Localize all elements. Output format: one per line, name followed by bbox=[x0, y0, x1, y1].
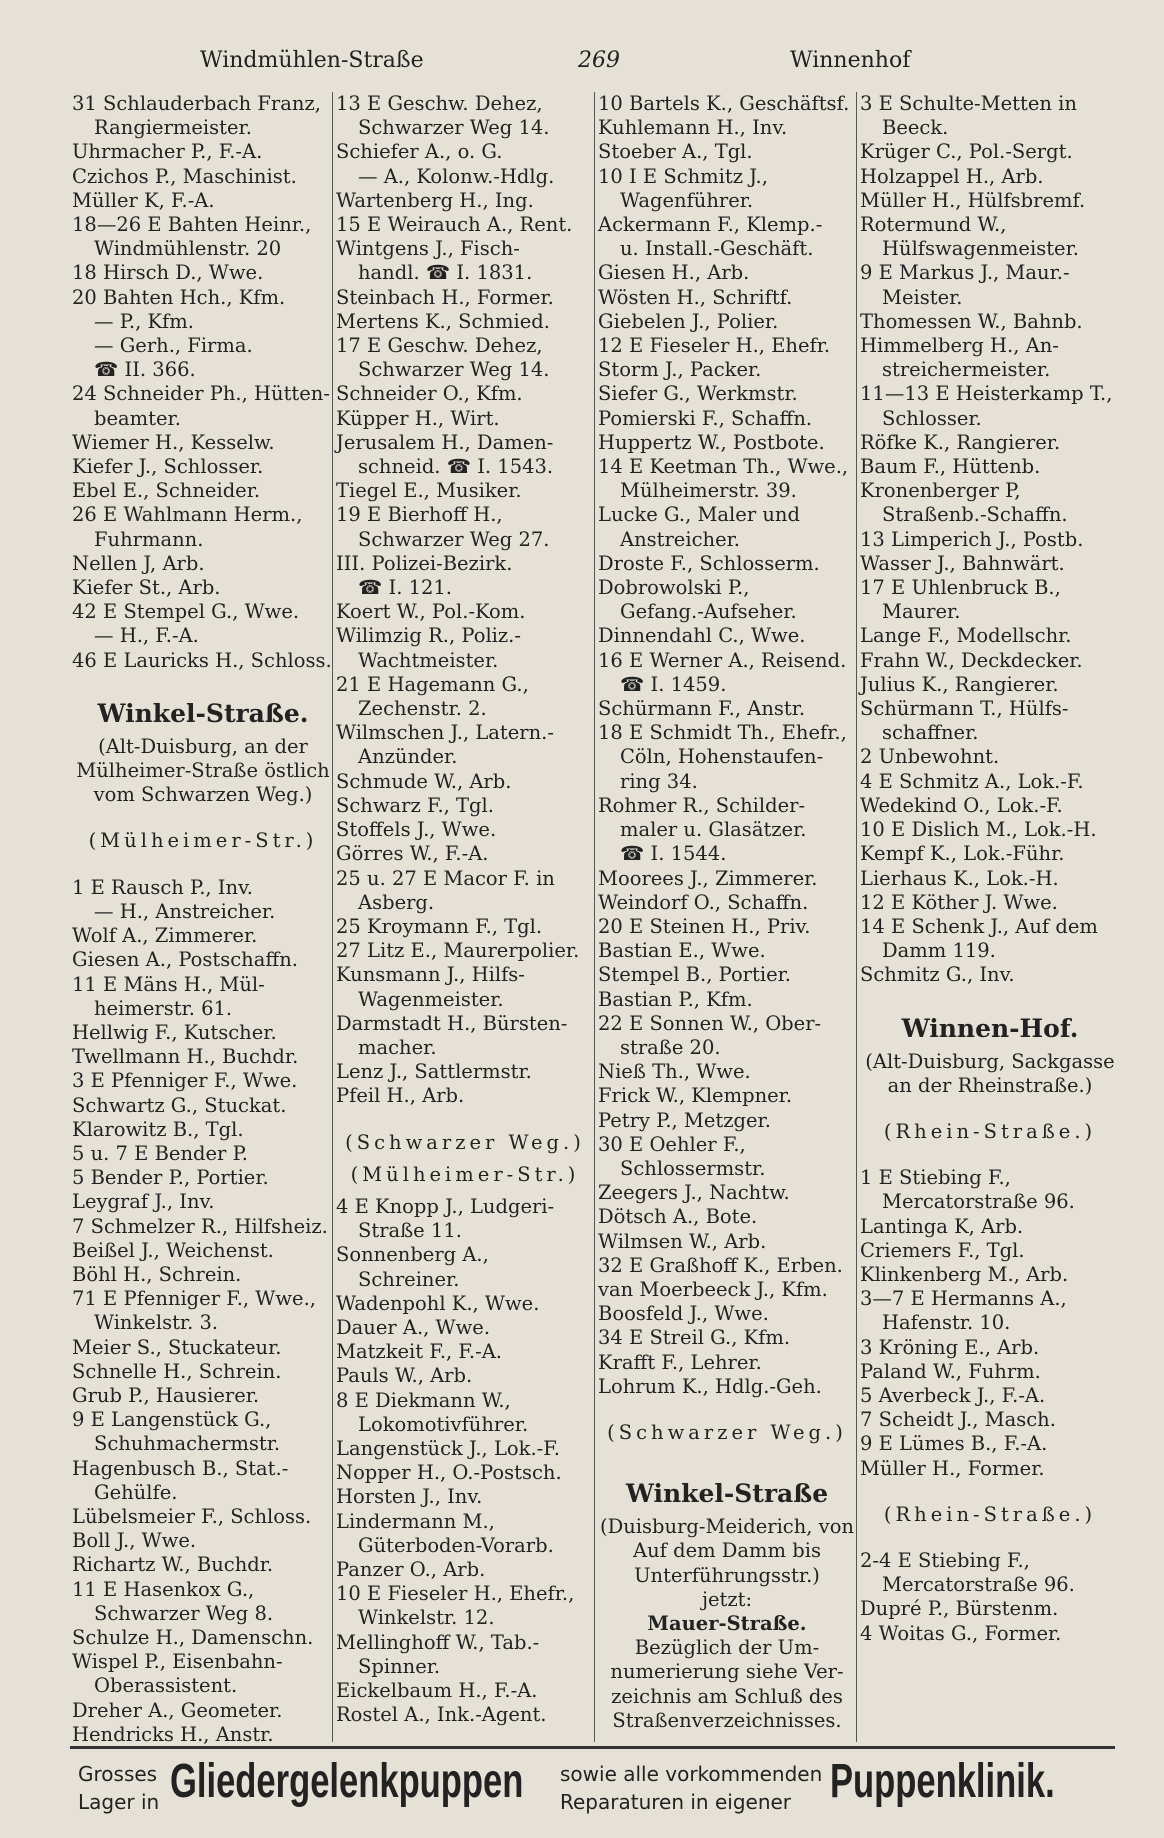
entry-line: Kiefer J., Schlosser. bbox=[72, 455, 264, 479]
section-note: an der Rheinstraße.) bbox=[887, 1073, 1093, 1097]
entry-line: Dobrowolski P., bbox=[598, 576, 750, 600]
entry-line: Krafft F., Lehrer. bbox=[598, 1350, 762, 1374]
entry-line: 1 E Stiebing F., bbox=[860, 1166, 1011, 1190]
entry-line: Schmude W., Arb. bbox=[336, 769, 512, 793]
page-header bbox=[0, 48, 1164, 88]
entry-line: Siefer G., Werkmstr. bbox=[598, 382, 798, 406]
entry-line: Wadenpohl K., Wwe. bbox=[336, 1291, 540, 1315]
entry-line: Czichos P., Maschinist. bbox=[72, 164, 297, 188]
entry-line: Lokomotivführer. bbox=[358, 1412, 529, 1436]
entry-line: Lohrum K., Hdlg.-Geh. bbox=[598, 1374, 822, 1398]
entry-line: Dötsch A., Bote. bbox=[598, 1205, 758, 1229]
entry-line: van Moerbeeck J., Kfm. bbox=[598, 1277, 828, 1301]
entry-line: Giesen A., Postschaffn. bbox=[72, 948, 298, 972]
entry-line: Meister. bbox=[882, 285, 963, 309]
entry-line: Kempf K., Lok.-Führ. bbox=[860, 842, 1065, 866]
section-note: numerierung siehe Ver- bbox=[610, 1660, 844, 1684]
section-note: Bezüglich der Um- bbox=[634, 1636, 820, 1660]
entry-line: 17 E Geschw. Dehez, bbox=[336, 334, 543, 358]
entry-line: Dauer A., Wwe. bbox=[336, 1315, 491, 1339]
entry-line: Krüger C., Pol.-Sergt. bbox=[860, 140, 1073, 164]
entry-line: 20 Bahten Hch., Kfm. bbox=[72, 285, 286, 309]
entry-line: Schlossermstr. bbox=[620, 1156, 766, 1180]
entry-line: Wartenberg H., Ing. bbox=[336, 188, 534, 212]
column-3 bbox=[598, 92, 856, 1733]
entry-line: 14 E Schenk J., Auf dem bbox=[860, 914, 1098, 938]
entry-line: Damm 119. bbox=[882, 939, 996, 963]
entry-line: Frick W., Klempner. bbox=[598, 1084, 793, 1108]
entry-line: 4 Woitas G., Former. bbox=[860, 1621, 1062, 1645]
entry-line: Güterboden-Vorarb. bbox=[358, 1533, 554, 1557]
entry-line: Straßenb.-Schaffn. bbox=[882, 503, 1068, 527]
entry-line: Schürmann F., Anstr. bbox=[598, 697, 806, 721]
entry-line: Lindermann M., bbox=[336, 1509, 495, 1533]
entry-line: Pfeil H., Arb. bbox=[336, 1084, 465, 1108]
entry-line: ☎ II. 366. bbox=[94, 358, 196, 382]
entry-line: Gefang.-Aufseher. bbox=[620, 600, 797, 624]
entry-line: 12 E Köther J. Wwe. bbox=[860, 890, 1058, 914]
entry-line: Klarowitz B., Tgl. bbox=[72, 1117, 244, 1141]
entry-line: Uhrmacher P., F.-A. bbox=[72, 140, 263, 164]
entry-line: Schulze H., Damenschn. bbox=[72, 1625, 314, 1649]
entry-line: 46 E Lauricks H., Schloss. bbox=[72, 648, 332, 672]
entry-line: 32 E Graßhoff K., Erben. bbox=[598, 1253, 843, 1277]
entry-line: 3—7 E Hermanns A., bbox=[860, 1287, 1067, 1311]
entry-line: Sonnenberg A., bbox=[336, 1243, 489, 1267]
entry-line: Grub P., Hausierer. bbox=[72, 1383, 260, 1407]
entry-line: Beeck. bbox=[882, 116, 949, 140]
entry-line: Kiefer St., Arb. bbox=[72, 576, 221, 600]
entry-line: Hellwig F., Kutscher. bbox=[72, 1020, 277, 1044]
entry-line: Petry P., Metzger. bbox=[598, 1108, 771, 1132]
entry-line: 7 Scheidt J., Masch. bbox=[860, 1408, 1056, 1432]
entry-line: Gehülfe. bbox=[94, 1480, 178, 1504]
entry-line: Lucke G., Maler und bbox=[598, 503, 800, 527]
entry-line: Giebelen J., Polier. bbox=[598, 309, 779, 333]
entry-line: Matzkeit F., F.-A. bbox=[336, 1340, 502, 1364]
entry-line: 71 E Pfenniger F., Wwe., bbox=[72, 1287, 316, 1311]
entry-line: 31 Schlauderbach Franz, bbox=[72, 92, 321, 115]
entry-line: Lange F., Modellschr. bbox=[860, 624, 1072, 648]
entry-line: 12 E Fieseler H., Ehefr. bbox=[598, 334, 831, 358]
ad-left-small: Grosses Lager in bbox=[78, 1762, 160, 1814]
entry-line: Wispel P., Eisenbahn- bbox=[72, 1650, 283, 1674]
entry-line: Schlosser. bbox=[882, 406, 982, 430]
entry-line: 19 E Bierhoff H., bbox=[336, 503, 503, 527]
entry-line: 10 I E Schmitz J., bbox=[598, 164, 768, 188]
section-note: Mülheimer-Straße östlich bbox=[76, 759, 330, 783]
entry-line: Lübelsmeier F., Schloss. bbox=[72, 1504, 312, 1528]
entry-line: Schnelle H., Schrein. bbox=[72, 1359, 282, 1383]
entry-line: Schwarz F., Tgl. bbox=[336, 793, 494, 817]
entry-line: Twellmann H., Buchdr. bbox=[72, 1045, 299, 1069]
entry-line: Paland W., Fuhrm. bbox=[860, 1359, 1041, 1383]
entry-line: Storm J., Packer. bbox=[598, 358, 762, 382]
entry-line: 18 Hirsch D., Wwe. bbox=[72, 261, 264, 285]
entry-line: Wilmsen W., Arb. bbox=[598, 1229, 767, 1253]
entry-line: 10 Bartels K., Geschäftsf. bbox=[598, 92, 850, 115]
entry-line: Schwarzer Weg 14. bbox=[358, 116, 550, 140]
entry-line: Lantinga K, Arb. bbox=[860, 1214, 1024, 1238]
entry-line: Anzünder. bbox=[358, 745, 458, 769]
entry-line: Rohmer R., Schilder- bbox=[598, 793, 806, 817]
entry-line: Moorees J., Zimmerer. bbox=[598, 866, 818, 890]
header-left: Windmühlen-Straße bbox=[200, 48, 424, 73]
entry-line: Wilimzig R., Poliz.- bbox=[336, 624, 521, 648]
entry-line: 26 E Wahlmann Herm., bbox=[72, 503, 303, 527]
cross-street: (Schwarzer Weg.) bbox=[345, 1130, 585, 1154]
entry-line: Zeegers J., Nachtw. bbox=[598, 1181, 790, 1205]
entry-line: 15 E Weirauch A., Rent. bbox=[336, 213, 573, 237]
spacer bbox=[860, 1098, 1120, 1112]
section-note: (Duisburg-Meiderich, von bbox=[600, 1515, 854, 1539]
entry-line: Müller H., Former. bbox=[860, 1456, 1045, 1480]
entry-line: Winkelstr. 3. bbox=[94, 1311, 219, 1335]
entry-line: schaffner. bbox=[882, 721, 979, 745]
entry-line: macher. bbox=[358, 1035, 437, 1059]
entry-line: Kuhlemann H., Inv. bbox=[598, 116, 788, 140]
ad-left-big: Gliedergelenkpuppen bbox=[170, 1755, 524, 1808]
entry-line: 11 E Mäns H., Mül- bbox=[72, 972, 265, 996]
entry-line: Rangiermeister. bbox=[94, 116, 252, 140]
entry-line: 9 E Langenstück G., bbox=[72, 1408, 272, 1432]
spacer bbox=[860, 1535, 1120, 1549]
spacer bbox=[598, 1453, 856, 1467]
entry-line: Wagenführer. bbox=[620, 188, 754, 212]
entry-line: 13 Limperich J., Postb. bbox=[860, 527, 1084, 551]
entry-line: Horsten J., Inv. bbox=[336, 1485, 483, 1509]
entry-line: Görres W., F.-A. bbox=[336, 842, 489, 866]
entry-line: Stoeber A., Tgl. bbox=[598, 140, 753, 164]
entry-line: Hendricks H., Anstr. bbox=[72, 1722, 274, 1746]
entry-line: Richartz W., Buchdr. bbox=[72, 1553, 274, 1577]
entry-line: Spinner. bbox=[358, 1654, 441, 1678]
entry-line: Wilmschen J., Latern.- bbox=[336, 721, 554, 745]
section-heading: Winkel-Straße. bbox=[97, 698, 309, 728]
entry-line: Weindorf O., Schaffn. bbox=[598, 890, 809, 914]
entry-line: 5 u. 7 E Bender P. bbox=[72, 1141, 248, 1165]
entry-line: Oberassistent. bbox=[94, 1674, 238, 1698]
entry-line: Criemers F., Tgl. bbox=[860, 1238, 1025, 1262]
entry-line: Zechenstr. 2. bbox=[358, 697, 487, 721]
entry-line: 10 E Fieseler H., Ehefr., bbox=[336, 1582, 575, 1606]
entry-line: Boosfeld J., Wwe. bbox=[598, 1302, 769, 1326]
ad-divider bbox=[70, 1746, 1115, 1749]
spacer bbox=[72, 807, 334, 821]
entry-line: maler u. Glasätzer. bbox=[620, 818, 807, 842]
entry-line: Mertens K., Schmied. bbox=[336, 309, 550, 333]
entry-line: — H., F.-A. bbox=[94, 624, 199, 648]
column-1 bbox=[72, 92, 334, 1747]
entry-line: 25 Kroymann F., Tgl. bbox=[336, 914, 543, 938]
section-note: jetzt: bbox=[701, 1587, 753, 1611]
entry-line: Dinnendahl C., Wwe. bbox=[598, 624, 806, 648]
entry-line: Anstreicher. bbox=[620, 527, 740, 551]
entry-line: 3 E Pfenniger F., Wwe. bbox=[72, 1069, 298, 1093]
entry-line: Wiemer H., Kesselw. bbox=[72, 430, 275, 454]
entry-line: 1 E Rausch P., Inv. bbox=[72, 875, 253, 899]
entry-line: III. Polizei-Bezirk. bbox=[336, 551, 513, 575]
entry-line: heimerstr. 61. bbox=[94, 996, 233, 1020]
entry-line: 9 E Markus J., Maur.- bbox=[860, 261, 1070, 285]
entry-line: Röfke K., Rangierer. bbox=[860, 430, 1061, 454]
entry-line: 25 u. 27 E Macor F. in bbox=[336, 866, 555, 890]
section-note: Auf dem Damm bis bbox=[633, 1539, 821, 1563]
entry-line: 21 E Hagemann G., bbox=[336, 672, 529, 696]
spacer bbox=[336, 1109, 594, 1123]
spacer bbox=[860, 988, 1120, 1002]
entry-line: Meier S., Stuckateur. bbox=[72, 1335, 282, 1359]
entry-line: Bastian E., Wwe. bbox=[598, 939, 766, 963]
entry-line: Boll J., Wwe. bbox=[72, 1529, 197, 1553]
entry-line: Stempel B., Portier. bbox=[598, 963, 791, 987]
advertisement bbox=[70, 1754, 1115, 1824]
cross-street: (Rhein-Straße.) bbox=[883, 1502, 1097, 1526]
entry-line: Windmühlenstr. 20 bbox=[94, 237, 282, 261]
entry-line: Koert W., Pol.-Kom. bbox=[336, 600, 526, 624]
entry-line: Steinbach H., Former. bbox=[336, 285, 554, 309]
entry-line: Giesen H., Arb. bbox=[598, 261, 750, 285]
entry-line: Wintgens J., Fisch- bbox=[336, 237, 520, 261]
renamed-street: Mauer-Straße. bbox=[647, 1611, 807, 1635]
entry-line: Wasser J., Bahnwärt. bbox=[860, 551, 1065, 575]
entry-line: 14 E Keetman Th., Wwe., bbox=[598, 455, 849, 479]
ad-right-big: Puppenklinik. bbox=[830, 1755, 1055, 1808]
entry-line: Nieß Th., Wwe. bbox=[598, 1060, 751, 1084]
entry-line: 20 E Steinen H., Priv. bbox=[598, 914, 811, 938]
entry-line: 42 E Stempel G., Wwe. bbox=[72, 600, 300, 624]
entry-line: Leygraf J., Inv. bbox=[72, 1190, 215, 1214]
entry-line: Schuhmachermstr. bbox=[94, 1432, 281, 1456]
entry-line: Tiegel E., Musiker. bbox=[336, 479, 522, 503]
ad-mid-small: sowie alle vorkommenden Reparaturen in eigener bbox=[560, 1762, 823, 1814]
entry-line: Ackermann F., Klemp.- bbox=[598, 213, 823, 237]
entry-line: Asberg. bbox=[358, 890, 435, 914]
entry-line: Lierhaus K., Lok.-H. bbox=[860, 866, 1059, 890]
entry-line: 17 E Uhlenbruck B., bbox=[860, 576, 1061, 600]
entry-line: — A., Kolonw.-Hdlg. bbox=[358, 164, 555, 188]
entry-line: Winkelstr. 12. bbox=[358, 1606, 495, 1630]
entry-line: Maurer. bbox=[882, 600, 961, 624]
entry-line: Schreiner. bbox=[358, 1267, 460, 1291]
entry-line: Kronenberger P, bbox=[860, 479, 1021, 503]
entry-line: u. Install.-Geschäft. bbox=[620, 237, 814, 261]
entry-line: handl. ☎ I. 1831. bbox=[358, 261, 533, 285]
entry-line: Darmstadt H., Bürsten- bbox=[336, 1011, 568, 1035]
entry-line: Schürmann T., Hülfs- bbox=[860, 697, 1069, 721]
spacer bbox=[72, 862, 334, 876]
section-heading: Winkel-Straße bbox=[625, 1479, 829, 1509]
entry-line: 18 E Schmidt Th., Ehefr., bbox=[598, 721, 847, 745]
entry-line: Nopper H., O.-Postsch. bbox=[336, 1461, 562, 1485]
column-divider bbox=[594, 92, 595, 1742]
entry-line: 24 Schneider Ph., Hütten- bbox=[72, 382, 330, 406]
entry-line: 3 Kröning E., Arb. bbox=[860, 1335, 1040, 1359]
spacer bbox=[860, 1481, 1120, 1495]
entry-line: Straße 11. bbox=[358, 1219, 462, 1243]
entry-line: Julius K., Rangierer. bbox=[860, 672, 1059, 696]
spacer bbox=[72, 673, 334, 687]
entry-line: Wagenmeister. bbox=[358, 987, 504, 1011]
header-right: Winnenhof bbox=[790, 48, 911, 73]
entry-line: Schiefer A., o. G. bbox=[336, 140, 503, 164]
entry-line: Thomessen W., Bahnb. bbox=[860, 309, 1083, 333]
entry-line: 3 E Schulte-Metten in bbox=[860, 92, 1077, 115]
entry-line: ☎ I. 121. bbox=[358, 576, 453, 600]
entry-line: streichermeister. bbox=[882, 358, 1051, 382]
entry-line: Rostel A., Ink.-Agent. bbox=[336, 1703, 547, 1727]
entry-line: Ebel E., Schneider. bbox=[72, 479, 261, 503]
entry-line: — Gerh., Firma. bbox=[94, 334, 253, 358]
entry-line: 4 E Schmitz A., Lok.-F. bbox=[860, 769, 1084, 793]
entry-line: Eickelbaum H., F.-A. bbox=[336, 1679, 538, 1702]
entry-line: Frahn W., Deckdecker. bbox=[860, 648, 1083, 672]
entry-line: schneid. ☎ I. 1543. bbox=[358, 455, 554, 479]
cross-street: (Rhein-Straße.) bbox=[883, 1119, 1097, 1143]
cross-street: (Mülheimer-Str.) bbox=[350, 1162, 580, 1186]
entry-line: 18—26 E Bahten Heinr., bbox=[72, 213, 312, 237]
entry-line: Baum F., Hüttenb. bbox=[860, 455, 1041, 479]
entry-line: Schwarzer Weg 14. bbox=[358, 358, 550, 382]
entry-line: 10 E Dislich M., Lok.-H. bbox=[860, 818, 1097, 842]
entry-line: Müller H., Hülfsbremf. bbox=[860, 188, 1086, 212]
entry-line: Schneider O., Kfm. bbox=[336, 382, 523, 406]
entry-line: Hafenstr. 10. bbox=[882, 1311, 1011, 1335]
entry-line: 34 E Streil G., Kfm. bbox=[598, 1326, 791, 1350]
entry-line: 4 E Knopp J., Ludgeri- bbox=[336, 1194, 555, 1218]
entry-line: Schwarzer Weg 8. bbox=[94, 1601, 274, 1625]
entry-line: Mercatorstraße 96. bbox=[882, 1190, 1075, 1214]
entry-line: Schwarzer Weg 27. bbox=[358, 527, 550, 551]
entry-line: 8 E Diekmann W., bbox=[336, 1388, 511, 1412]
entry-line: Holzappel H., Arb. bbox=[860, 164, 1044, 188]
entry-line: ☎ I. 1459. bbox=[620, 672, 727, 696]
entry-line: Pauls W., Arb. bbox=[336, 1364, 473, 1388]
entry-line: Beißel J., Weichenst. bbox=[72, 1238, 274, 1262]
entry-line: 27 Litz E., Maurerpolier. bbox=[336, 939, 580, 963]
entry-line: 7 Schmelzer R., Hilfsheiz. bbox=[72, 1214, 328, 1238]
entry-line: Kunsmann J., Hilfs- bbox=[336, 963, 525, 987]
entry-line: 5 Bender P., Portier. bbox=[72, 1166, 269, 1190]
entry-line: 2-4 E Stiebing F., bbox=[860, 1548, 1030, 1572]
entry-line: Wolf A., Zimmerer. bbox=[72, 924, 258, 948]
entry-line: 11 E Hasenkox G., bbox=[72, 1577, 255, 1601]
entry-line: Wachtmeister. bbox=[358, 648, 499, 672]
entry-line: Nellen J, Arb. bbox=[72, 551, 205, 575]
section-note: zeichnis am Schluß des bbox=[611, 1684, 843, 1708]
entry-line: Wösten H., Schriftf. bbox=[598, 285, 793, 309]
entry-line: ring 34. bbox=[620, 769, 698, 793]
entry-line: 5 Averbeck J., F.-A. bbox=[860, 1383, 1046, 1407]
entry-line: Droste F., Schlosserm. bbox=[598, 551, 820, 575]
entry-line: 13 E Geschw. Dehez, bbox=[336, 92, 543, 115]
entry-line: Huppertz W., Postbote. bbox=[598, 430, 825, 454]
entry-line: Panzer O., Arb. bbox=[336, 1557, 486, 1581]
entry-line: Jerusalem H., Damen- bbox=[336, 430, 554, 454]
entry-line: Dupré P., Bürstenm. bbox=[860, 1597, 1059, 1621]
entry-line: straße 20. bbox=[620, 1035, 721, 1059]
entry-line: Cöln, Hohenstaufen- bbox=[620, 745, 824, 769]
entry-line: 9 E Lümes B., F.-A. bbox=[860, 1432, 1048, 1456]
entry-line: Stoffels J., Wwe. bbox=[336, 818, 497, 842]
entry-line: beamter. bbox=[94, 406, 181, 430]
entry-line: Dreher A., Geometer. bbox=[72, 1698, 283, 1722]
section-note: Straßenverzeichnisses. bbox=[612, 1708, 842, 1732]
entry-line: 30 E Oehler F., bbox=[598, 1132, 746, 1156]
cross-street: (Mülheimer-Str.) bbox=[88, 829, 318, 853]
section-heading: Winnen-Hof. bbox=[901, 1013, 1079, 1043]
entry-line: Himmelberg H., An- bbox=[860, 334, 1059, 358]
entry-line: Lenz J., Sattlermstr. bbox=[336, 1060, 532, 1084]
entry-line: Bastian P., Kfm. bbox=[598, 987, 753, 1011]
page-number: 269 bbox=[578, 48, 620, 73]
entry-line: Fuhrmann. bbox=[94, 527, 204, 551]
entry-line: Hagenbusch B., Stat.- bbox=[72, 1456, 289, 1480]
entry-line: Müller K, F.-A. bbox=[72, 188, 215, 212]
section-note: Unterführungsstr.) bbox=[634, 1563, 820, 1587]
entry-line: Wedekind O., Lok.-F. bbox=[860, 793, 1063, 817]
column-4 bbox=[860, 92, 1120, 1646]
entry-line: ☎ I. 1544. bbox=[620, 842, 727, 866]
cross-street: (Schwarzer Weg.) bbox=[607, 1420, 847, 1444]
entry-line: 11—13 E Heisterkamp T., bbox=[860, 382, 1113, 406]
section-note: (Alt-Duisburg, an der bbox=[98, 734, 308, 758]
section-note: vom Schwarzen Weg.) bbox=[93, 783, 313, 807]
entry-line: Mercatorstraße 96. bbox=[882, 1573, 1075, 1597]
spacer bbox=[598, 1399, 856, 1413]
entry-line: Schwartz G., Stuckat. bbox=[72, 1093, 287, 1117]
section-note: (Alt-Duisburg, Sackgasse bbox=[865, 1049, 1115, 1073]
entry-line: Mülheimerstr. 39. bbox=[620, 479, 797, 503]
spacer bbox=[860, 1152, 1120, 1166]
entry-line: — H., Anstreicher. bbox=[94, 899, 276, 923]
entry-line: Schmitz G., Inv. bbox=[860, 963, 1015, 987]
entry-line: Böhl H., Schrein. bbox=[72, 1262, 242, 1286]
entry-line: 16 E Werner A., Reisend. bbox=[598, 648, 847, 672]
entry-line: Langenstück J., Lok.-F. bbox=[336, 1436, 560, 1460]
entry-line: 22 E Sonnen W., Ober- bbox=[598, 1011, 822, 1035]
entry-line: Rotermund W., bbox=[860, 213, 1007, 237]
entry-line: Hülfswagenmeister. bbox=[882, 237, 1079, 261]
column-divider bbox=[856, 92, 857, 1742]
entry-line: 2 Unbewohnt. bbox=[860, 745, 1000, 769]
entry-line: Küpper H., Wirt. bbox=[336, 406, 500, 430]
entry-line: Klinkenberg M., Arb. bbox=[860, 1262, 1069, 1286]
entry-line: Pomierski F., Schaffn. bbox=[598, 406, 813, 430]
entry-line: Mellinghoff W., Tab.- bbox=[336, 1630, 540, 1654]
entry-line: — P., Kfm. bbox=[94, 309, 194, 333]
column-2 bbox=[336, 92, 594, 1727]
